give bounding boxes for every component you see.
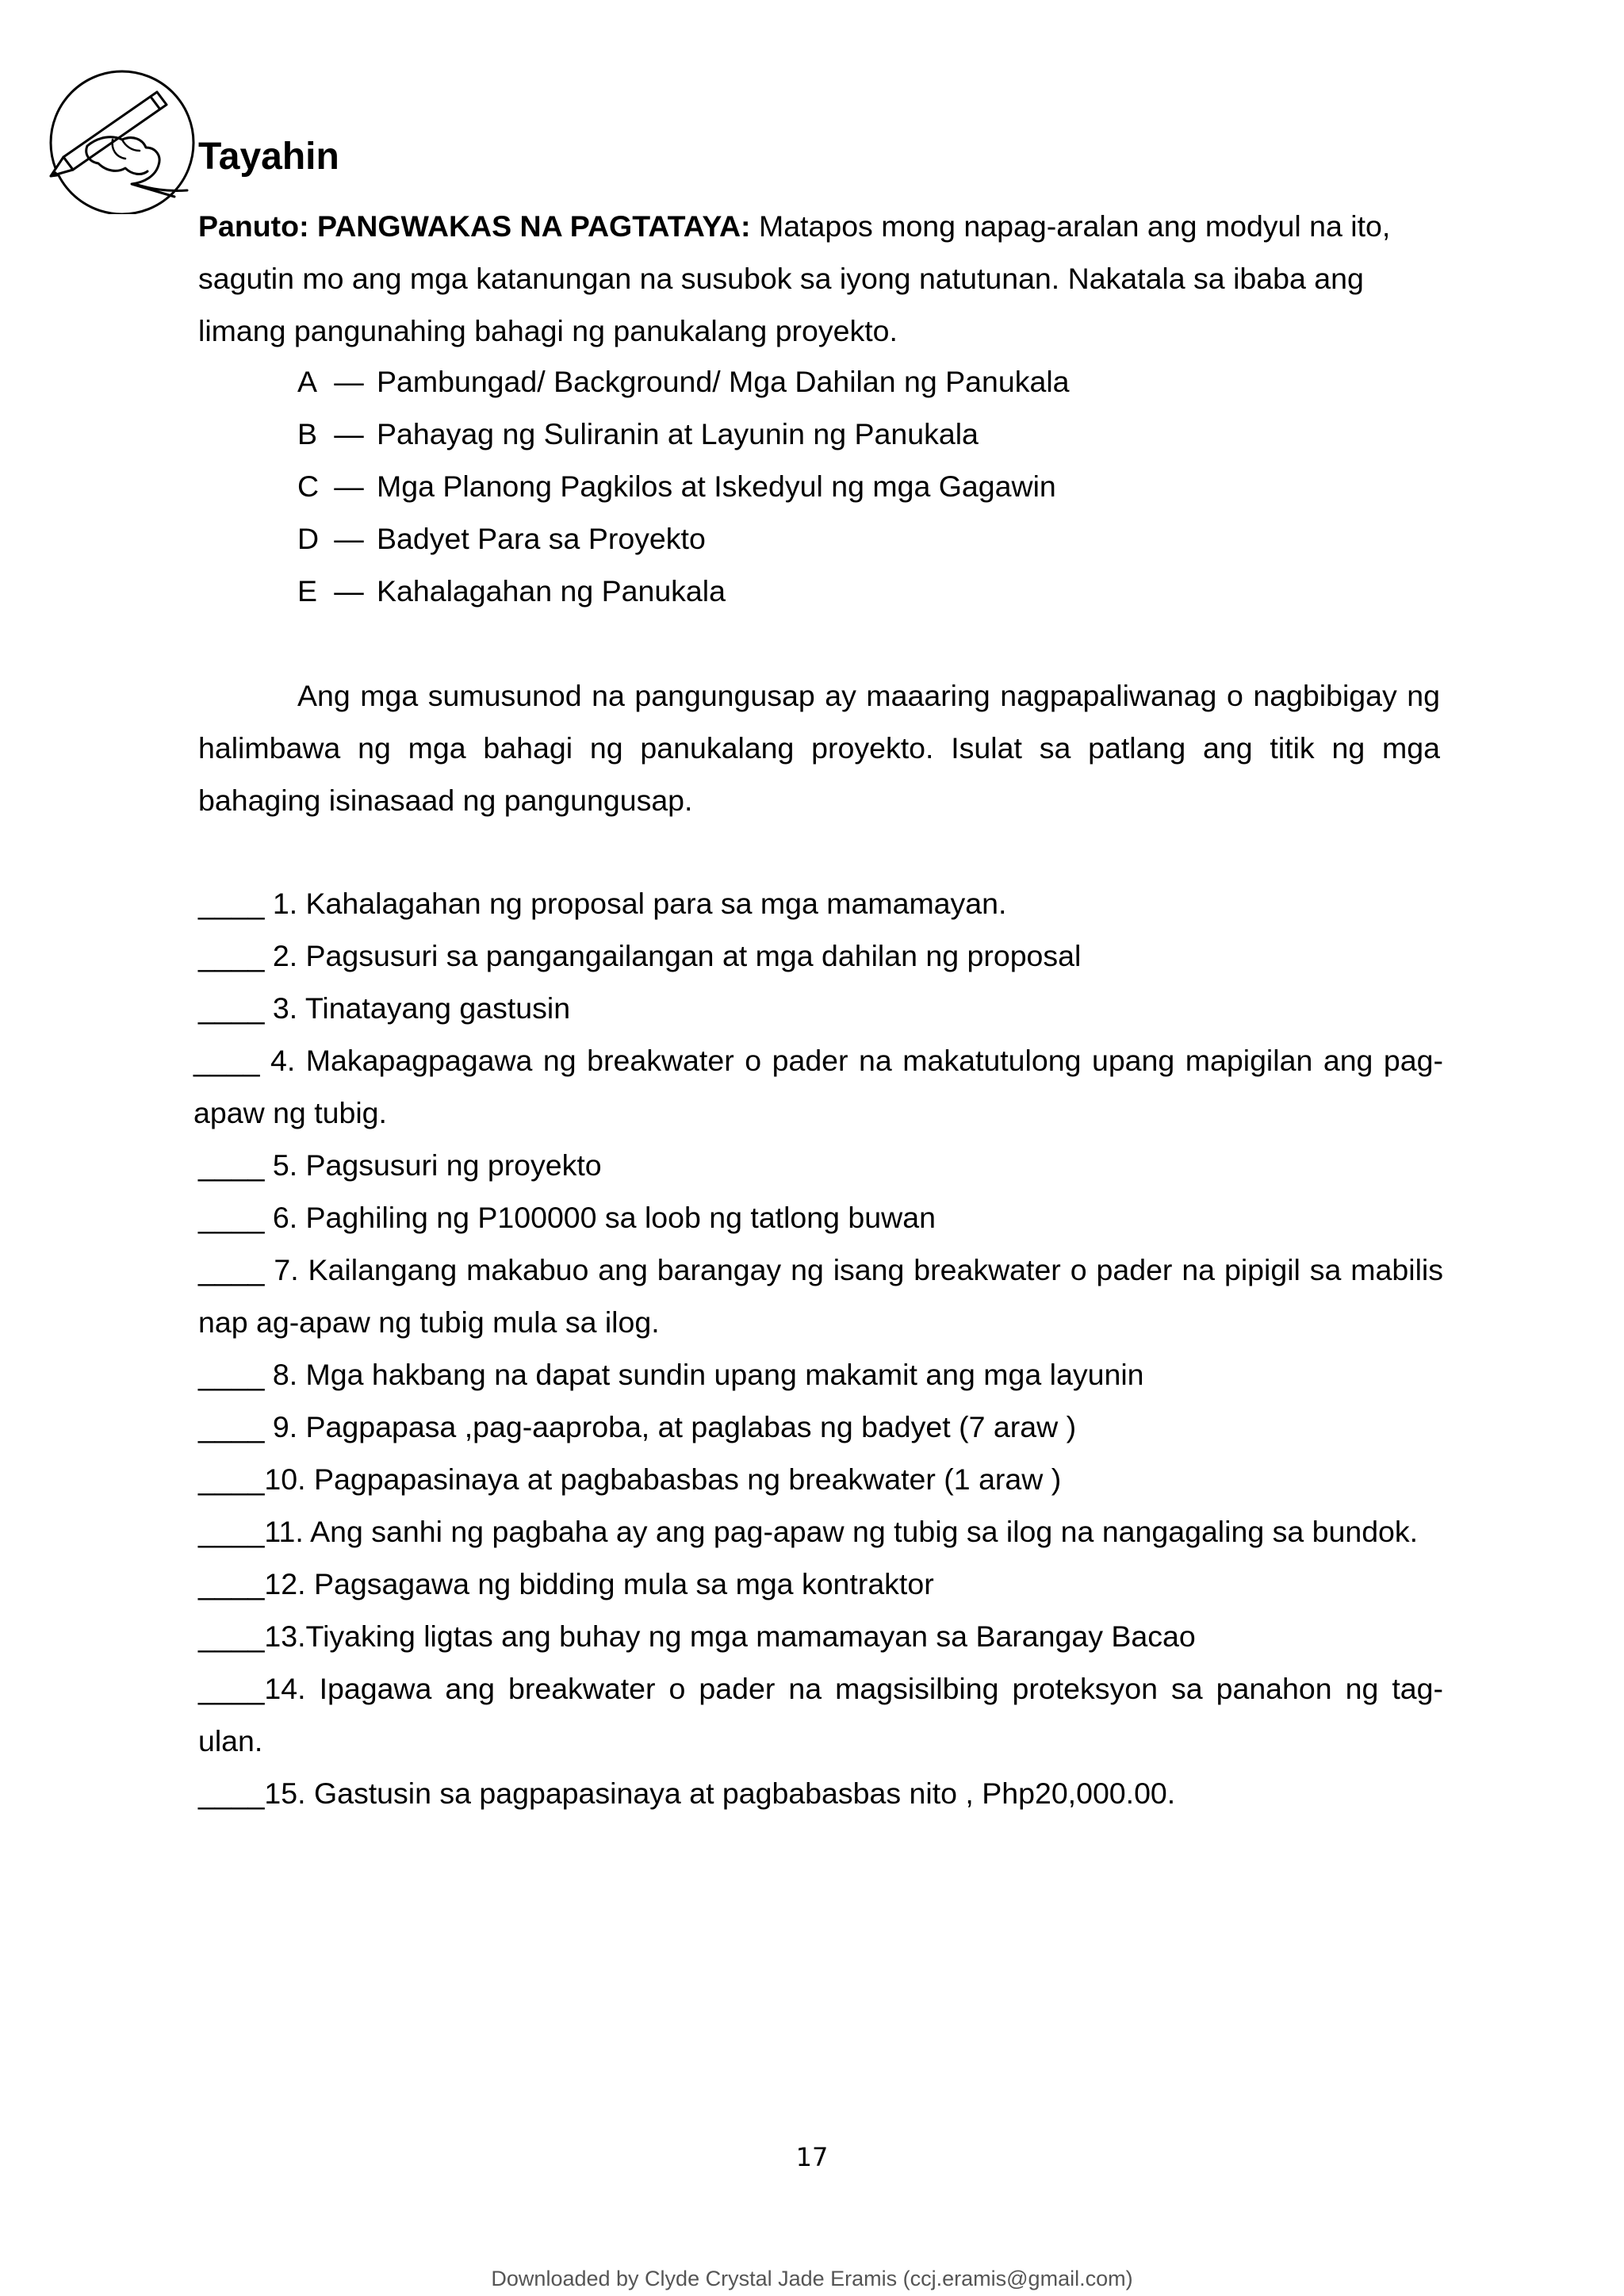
- question-item: ____ 5. Pagsusuri ng proyekto: [198, 1148, 602, 1182]
- download-footer: Downloaded by Clyde Crystal Jade Eramis (ccj.eramis@gmail.com): [491, 2267, 1133, 2290]
- question-item: ____10. Pagpapasinaya at pagbabasbas ng breakwater (1 araw ): [198, 1462, 1062, 1496]
- choice-dash: —: [334, 522, 364, 555]
- question-item: ____11. Ang sanhi ng pagbaha ay ang pag-apaw ng tubig sa ilog na nangagaling sa bundok.: [198, 1515, 1419, 1548]
- choice-item: [297, 355, 1249, 408]
- choice-item: [297, 408, 1249, 460]
- choice-letter: B: [297, 417, 318, 450]
- page-title: Tayahin: [198, 136, 339, 178]
- choice-dash: —: [334, 365, 364, 398]
- question-item: ____ 1. Kahalagahan ng proposal para sa mga mamamayan.: [198, 887, 1007, 920]
- page-number: 17: [795, 2142, 829, 2172]
- choice-letter: A: [297, 365, 318, 398]
- choice-dash: —: [334, 417, 364, 450]
- question-item: ____15. Gastusin sa pagpapasinaya at pagbabasbas nito , Php20,000.00.: [198, 1777, 1176, 1810]
- question-item: ____14. Ipagawa ang breakwater o pader na magsisilbing proteksyon sa panahon ng tag-ulan.: [198, 1672, 1443, 1757]
- question-item: ____13.Tiyaking ligtas ang buhay ng mga mamamayan sa Barangay Bacao: [198, 1619, 1196, 1653]
- choice-letter: E: [297, 574, 318, 608]
- question-item: ____ 8. Mga hakbang na dapat sundin upang makamit ang mga layunin: [198, 1358, 1144, 1391]
- instructions-text: Matapos mong napag-aralan ang modyul na ito, sagutin mo ang mga katanungan na susubok sa iyong natutunan. Nakatala sa ibaba ang limang pangunahing bahagi ng panukalang proyekto.: [198, 209, 1391, 347]
- instructions: [198, 200, 1440, 357]
- choice-text: Pambungad/ Background/ Mga Dahilan ng Panukala: [377, 365, 1070, 398]
- choice-item: [297, 512, 1249, 565]
- choice-text: Mga Planong Pagkilos at Iskedyul ng mga Gagawin: [377, 470, 1056, 503]
- instructions-label: Panuto: PANGWAKAS NA PAGTATAYA:: [198, 209, 751, 243]
- choice-text: Badyet Para sa Proyekto: [377, 522, 706, 555]
- choice-text: Kahalagahan ng Panukala: [377, 574, 726, 608]
- choice-letter: D: [297, 522, 320, 555]
- question-list: [193, 877, 1443, 1819]
- question-item: ____ 6. Paghiling ng P100000 sa loob ng tatlong buwan: [198, 1201, 936, 1234]
- choice-item: [297, 565, 1249, 617]
- directions-paragraph: Ang mga sumusunod na pangungusap ay maaaring nagpapaliwanag o nagbibigay ng halimbawa ng mga bahagi ng panukalang proyekto. Isulat sa patlang ang titik ng mga bahaging isinasaad ng pangungusap.: [198, 679, 1440, 817]
- choices-list: [297, 355, 1249, 617]
- choice-letter: C: [297, 470, 320, 503]
- question-item: ____ 4. Makapagpagawa ng breakwater o pader na makatutulong upang mapigilan ang pag-apaw ng tubig.: [193, 1044, 1443, 1129]
- question-item: ____ 2. Pagsusuri sa pangangailangan at mga dahilan ng proposal: [198, 939, 1082, 972]
- choice-item: [297, 460, 1249, 512]
- question-item: ____ 3. Tinatayang gastusin: [198, 991, 571, 1025]
- hand-writing-pencil-icon: [40, 63, 200, 214]
- choice-dash: —: [334, 470, 364, 503]
- question-item: ____ 9. Pagpapasa ,pag-aaproba, at paglabas ng badyet (7 araw ): [198, 1410, 1077, 1443]
- question-item: ____12. Pagsagawa ng bidding mula sa mga kontraktor: [198, 1567, 934, 1600]
- question-item: ____ 7. Kailangang makabuo ang barangay ng isang breakwater o pader na pipigil sa mabilis nap ag-apaw ng tubig mula sa ilog.: [198, 1253, 1443, 1339]
- choice-text: Pahayag ng Suliranin at Layunin ng Panukala: [377, 417, 979, 450]
- choice-dash: —: [334, 574, 364, 608]
